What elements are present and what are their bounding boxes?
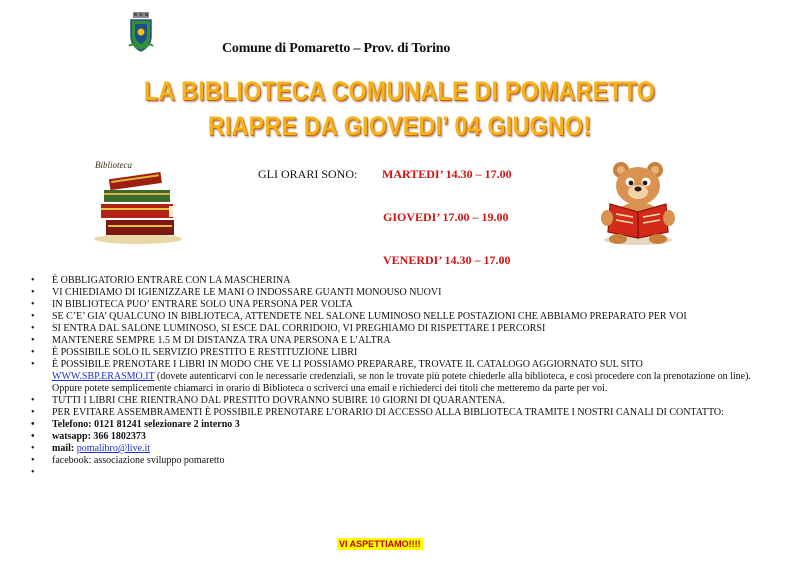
- list-item: • SI ENTRA DAL SALONE LUMINOSO, SI ESCE DAL CORRIDOIO, VI PREGHIAMO DI RISPETTARE I PERCORSI: [28, 323, 768, 335]
- list-item: • IN BIBLIOTECA PUO’ ENTRARE SOLO UNA PERSONA PER VOLTA: [28, 299, 768, 311]
- books-label: Biblioteca: [95, 160, 132, 170]
- headline-line-2: RIAPRE DA GIOVEDI’ 04 GIUGNO!: [207, 111, 592, 141]
- list-item: • SE C’E’ GIA’ QUALCUNO IN BIBLIOTECA, ATTENDETE NEL SALONE LUMINOSO NELLE POSTAZIONI CHE ABBIAMO PREPARATO PER VOI: [28, 311, 768, 323]
- catalog-link[interactable]: WWW.SBP.ERASMO.IT: [52, 371, 155, 382]
- rules-list: [28, 275, 768, 467]
- contact-facebook: • facebook: associazione sviluppo pomaretto: [28, 455, 768, 467]
- municipality-title: Comune di Pomaretto – Prov. di Torino: [222, 41, 451, 56]
- hours-label: GLI ORARI SONO:: [258, 167, 358, 181]
- list-item: • È POSSIBILE SOLO IL SERVIZIO PRESTITO E RESTITUZIONE LIBRI: [28, 347, 768, 359]
- headline-line-1: LA BIBLIOTECA COMUNALE DI POMARETTO: [143, 76, 656, 106]
- list-item: • È OBBLIGATORIO ENTRARE CON LA MASCHERINA: [28, 275, 768, 287]
- list-item: • MANTENERE SEMPRE 1.5 M DI DISTANZA TRA UNA PERSONA E L’ALTRA: [28, 335, 768, 347]
- contacts-intro-item: • PER EVITARE ASSEMBRAMENTI È POSSIBILE PRENOTARE L’ORARIO DI ACCESSO ALLA BIBLIOTECA TRAMITE I NOSTRI CANALI DI CONTATTO:: [28, 407, 768, 419]
- closing-banner: VI ASPETTIAMO!!!!: [339, 539, 421, 549]
- contact-mail: [28, 443, 768, 455]
- catalog-details: (dovete autenticarvi con le necessarie credenziali, se non le trovate più potete chiederle alla biblioteca, e così procedere con la prenotazione on line). Oppure potete semplicemente chiamarci in orario di Biblioteca o scriverci una email e richiederci dei titoli che metteremo da parte per voi.: [52, 371, 751, 394]
- contact-phone: • Telefono: 0121 81241 selezionare 2 interno 3: [28, 419, 768, 431]
- catalog-intro: È POSSIBILE PRENOTARE I LIBRI IN MODO CHE VE LI POSSIAMO PREPARARE, TROVATE IL CATALOGO AGGIORNATO SUL SITO: [52, 359, 643, 370]
- contact-whatsapp: • watsapp: 366 1802373: [28, 431, 768, 443]
- hours-thursday: GIOVEDI’ 17.00 – 19.00: [383, 210, 509, 224]
- catalog-item: [28, 359, 768, 395]
- list-item: • VI CHIEDIAMO DI IGIENIZZARE LE MANI O INDOSSARE GUANTI MONOUSO NUOVI: [28, 287, 768, 299]
- municipal-crest-icon: [127, 12, 155, 52]
- reading-bear-illustration: [588, 160, 688, 245]
- mail-link[interactable]: pomalibro@live.it: [76, 443, 151, 454]
- mail-label: mail:: [52, 443, 77, 454]
- quarantine-item: • TUTTI I LIBRI CHE RIENTRANO DAL PRESTITO DOVRANNO SUBIRE 10 GIORNI DI QUARANTENA.: [28, 395, 768, 407]
- hours-tuesday: MARTEDI’ 14.30 – 17.00: [382, 167, 512, 181]
- books-illustration: [90, 155, 185, 245]
- hours-friday: VENERDI’ 14.30 – 17.00: [383, 253, 511, 267]
